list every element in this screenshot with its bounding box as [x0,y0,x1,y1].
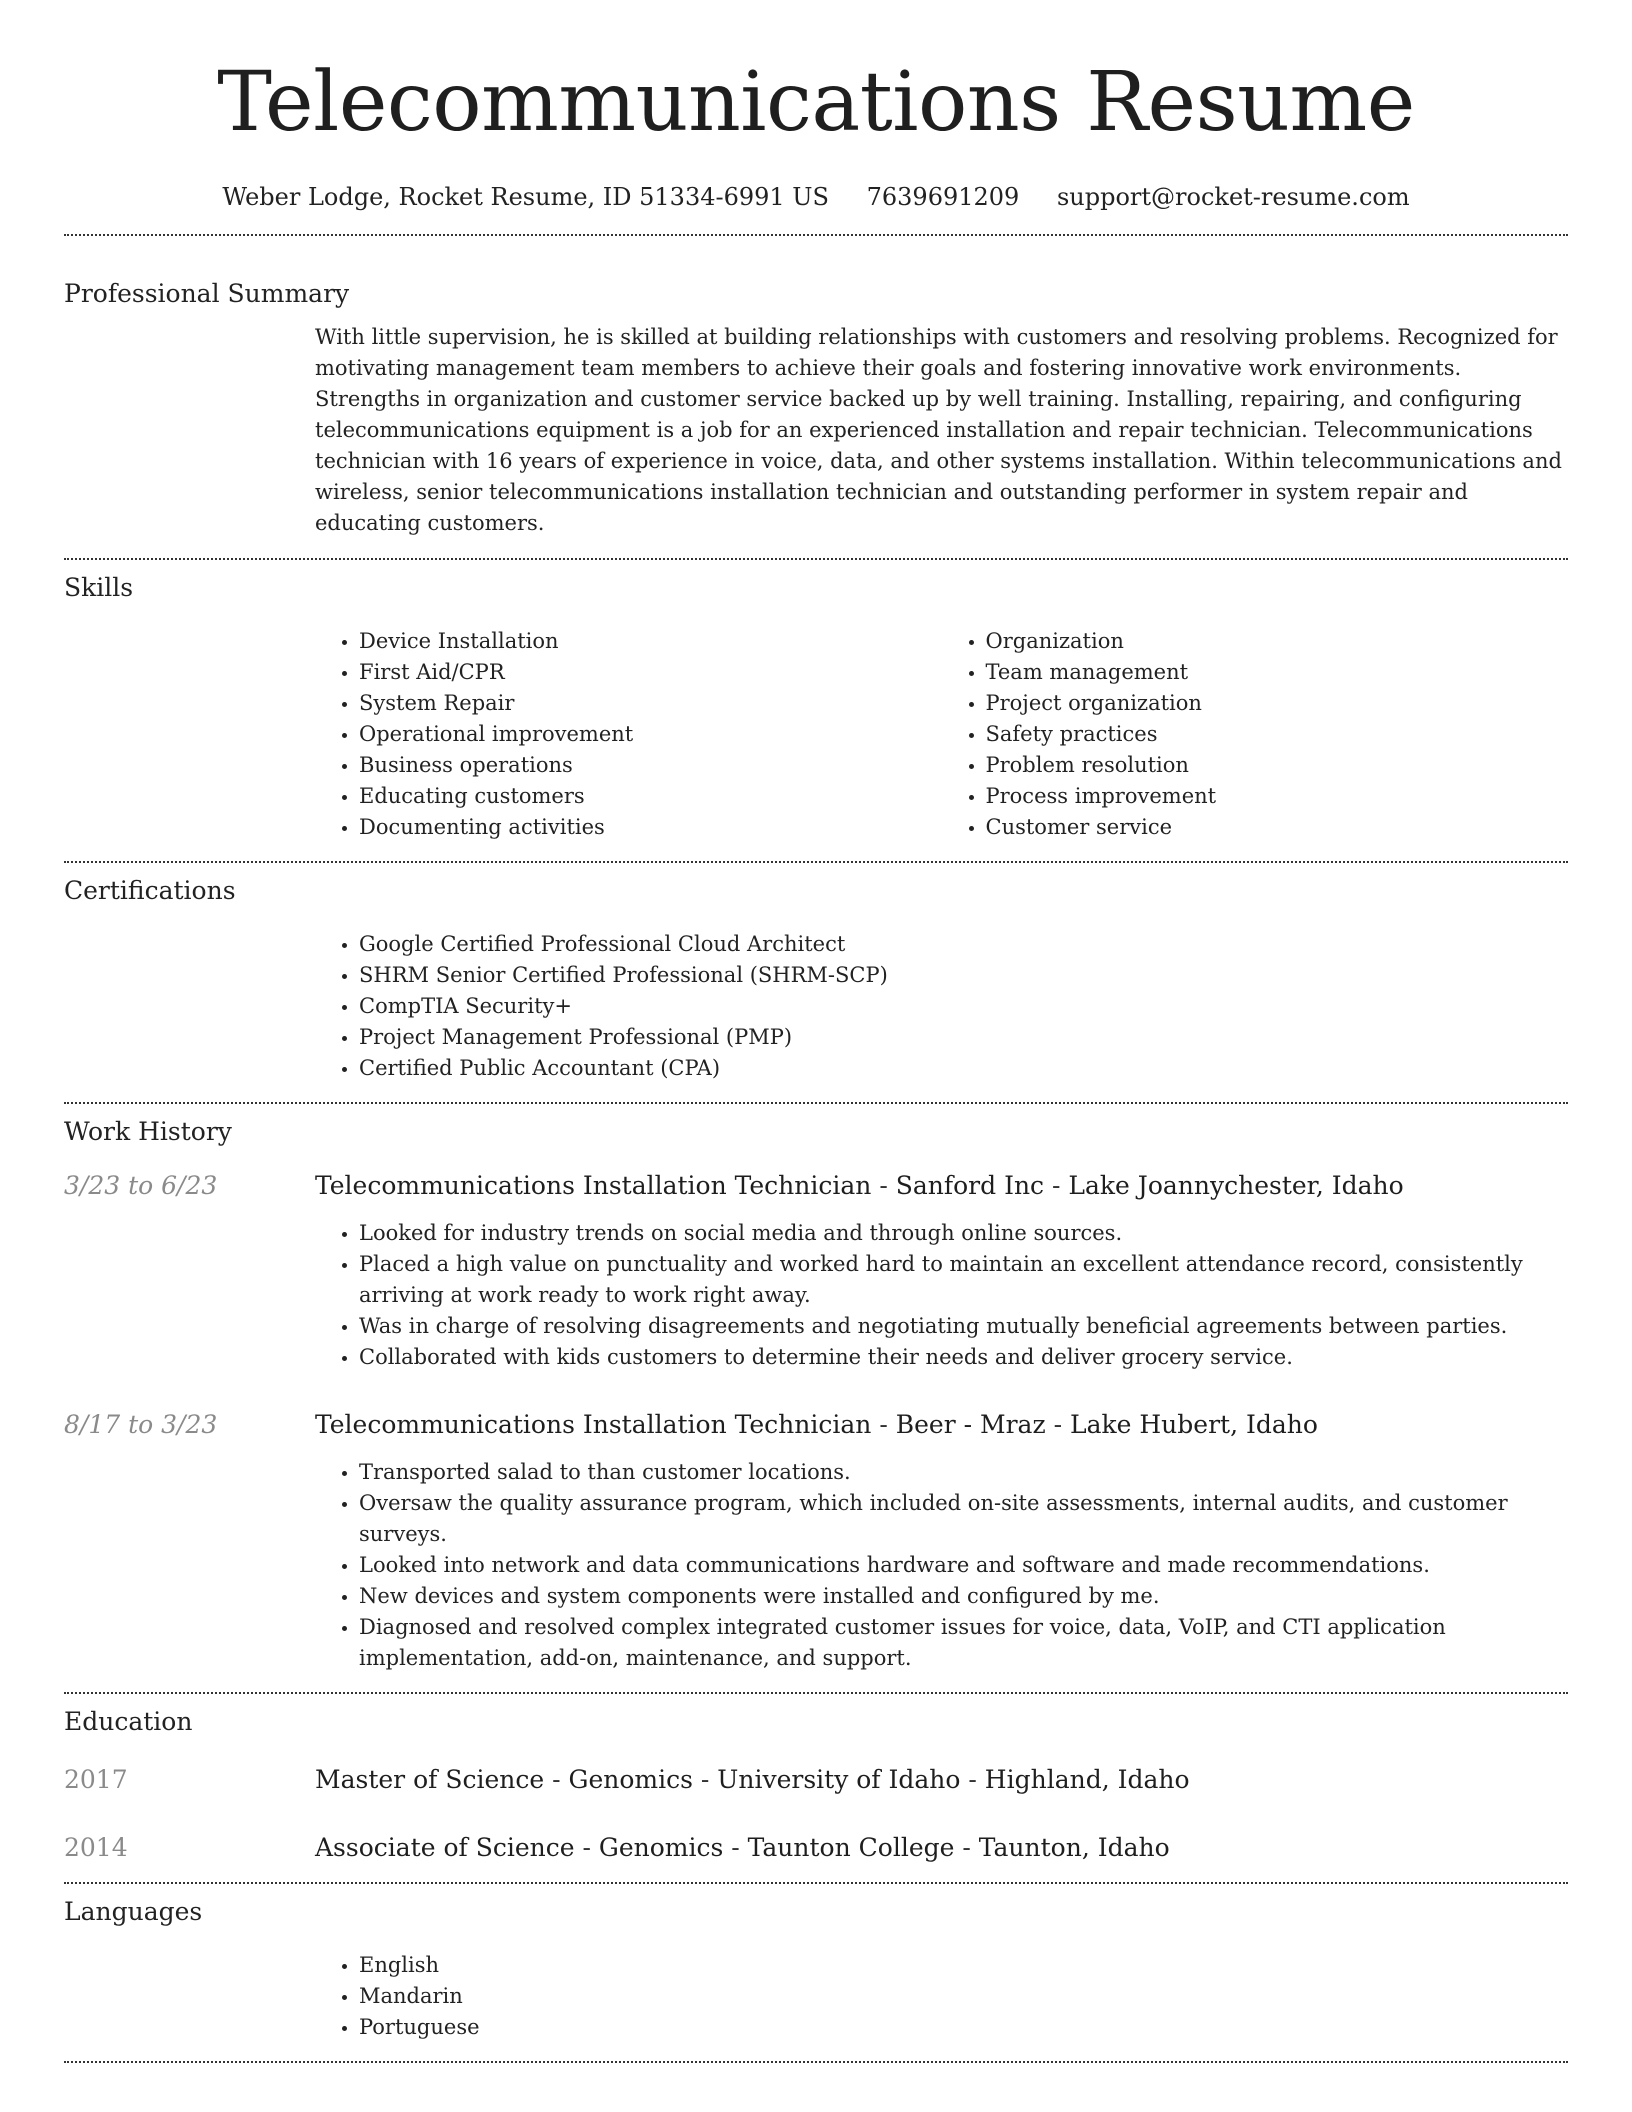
skills-grid [315,626,1568,843]
job-bullet: • Transported salad to than customer locations. [359,1457,1568,1488]
certification-item: • SHRM Senior Certified Professional (SHRM-SCP) [359,960,1568,991]
language-item: • Portuguese [359,2012,1568,2043]
contact-address: Weber Lodge, Rocket Resume, ID 51334-6991 US [222,183,829,211]
languages-heading: Languages [64,1897,203,1926]
skill-item: • Team management [986,657,1569,688]
job-heading: Telecommunications Installation Technician - Beer - Mraz - Lake Hubert, Idaho [315,1410,1318,1439]
education-section [64,1706,1568,1864]
summary-section [64,278,1568,539]
job-bullet: • New devices and system components were installed and configured by me. [359,1581,1568,1612]
skill-item: • Organization [986,626,1569,657]
education-entry [64,1764,1568,1796]
languages-section [64,1896,1568,2043]
language-item: • English [359,1950,1568,1981]
job-location: Lake Hubert, Idaho [1069,1410,1318,1439]
skill-item: • Educating customers [359,781,942,812]
certifications-content [315,929,1568,1084]
skills-section [64,572,1568,843]
divider [64,2061,1568,2063]
job-title: Telecommunications Installation Technician [315,1171,872,1200]
job-bullet: • Was in charge of resolving disagreements and negotiating mutually beneficial agreements between parties. [359,1311,1568,1342]
job-dates: 8/17 to 3/23 [64,1410,218,1439]
job-bullet: • Looked for industry trends on social media and through online sources. [359,1218,1568,1249]
job-bullet: • Oversaw the quality assurance program, which included on-site assessments, internal audits, and customer surveys. [359,1488,1568,1550]
job-title: Telecommunications Installation Technician [315,1410,872,1439]
work-history-heading: Work History [64,1117,232,1146]
education-school: University of Idaho [717,1765,961,1794]
job-entry [64,1409,1568,1674]
summary-text: With little supervision, he is skilled at building relationships with customers and resolving problems. Recognized for motivating management team members to achieve their goals and fostering innovative work environments. Strengths in organization and customer service backed up by well training. Installing, repairing, and configuring telecommunications equipment is a job for an experienced installation and repair technician. Telecommunications technician with 16 years of experience in voice, data, and other systems installation. Within telecommunications and wireless, senior telecommunications installation technician and outstanding performer in system repair and educating customers. [315,325,1562,535]
summary-heading: Professional Summary [64,279,350,308]
divider [64,1102,1568,1104]
education-school: Taunton College [747,1833,955,1862]
certifications-heading: Certifications [64,876,236,905]
skill-item: • Safety practices [986,719,1569,750]
education-heading-line: Master of Science - Genomics - University of Idaho - Highland, Idaho [315,1765,1190,1794]
skill-item: • Business operations [359,750,942,781]
job-bullets [315,1457,1568,1674]
resume-title: Telecommunications Resume [217,55,1415,150]
education-location: Taunton, Idaho [978,1833,1170,1862]
skill-item: • System Repair [359,688,942,719]
job-bullet: • Looked into network and data communications hardware and software and made recommendations. [359,1550,1568,1581]
job-details [315,1218,1568,1373]
language-item: • Mandarin [359,1981,1568,2012]
skill-item: • First Aid/CPR [359,657,942,688]
education-entry [64,1832,1568,1864]
divider [64,234,1568,236]
education-location: Highland, Idaho [984,1765,1190,1794]
skill-item: • Device Installation [359,626,942,657]
divider [64,1882,1568,1884]
languages-content [315,1950,1568,2043]
education-degree: Associate of Science [315,1833,575,1862]
skill-item: • Operational improvement [359,719,942,750]
job-header [64,1170,1568,1202]
skills-list-left [315,626,942,843]
job-heading: Telecommunications Installation Technician - Sanford Inc - Lake Joannychester, Idaho [315,1171,1404,1200]
contact-phone: 7639691209 [866,183,1020,211]
work-history-section [64,1116,1568,1674]
education-degree: Master of Science [315,1765,545,1794]
job-bullet: • Collaborated with kids customers to determine their needs and deliver grocery service. [359,1342,1568,1373]
divider [64,1692,1568,1694]
skill-item: • Process improvement [986,781,1569,812]
divider [64,558,1568,560]
certification-item: • Google Certified Professional Cloud Architect [359,929,1568,960]
skill-item: • Problem resolution [986,750,1569,781]
skill-item: • Documenting activities [359,812,942,843]
education-year: 2017 [64,1765,128,1794]
education-field: Genomics [598,1833,724,1862]
job-dates: 3/23 to 6/23 [64,1171,218,1200]
job-bullet: • Placed a high value on punctuality and worked hard to maintain an excellent attendance record, consistently arriving at work ready to work right away. [359,1249,1568,1311]
job-bullets [315,1218,1568,1373]
contact-email: support@rocket-resume.com [1056,183,1410,211]
skills-heading: Skills [64,573,134,602]
job-header [64,1409,1568,1441]
skills-list-right [942,626,1569,843]
certification-item: • CompTIA Security+ [359,991,1568,1022]
certifications-list [315,929,1568,1084]
skill-item: • Customer service [986,812,1569,843]
job-company: Beer - Mraz [895,1410,1046,1439]
job-bullet: • Diagnosed and resolved complex integrated customer issues for voice, data, VoIP, and CTI application implementation, add-on, maintenance, and support. [359,1612,1568,1674]
divider [64,861,1568,863]
education-heading-line: Associate of Science - Genomics - Taunton College - Taunton, Idaho [315,1833,1170,1862]
certification-item: • Project Management Professional (PMP) [359,1022,1568,1053]
job-details [315,1457,1568,1674]
job-entry [64,1170,1568,1373]
education-year: 2014 [64,1833,128,1862]
certification-item: • Certified Public Accountant (CPA) [359,1053,1568,1084]
languages-list [315,1950,1568,2043]
education-heading: Education [64,1707,193,1736]
job-company: Sanford Inc [895,1171,1045,1200]
contact-line [64,180,1568,214]
education-field: Genomics [568,1765,693,1794]
certifications-section [64,875,1568,1084]
job-location: Lake Joannychester, Idaho [1068,1171,1404,1200]
skill-item: • Project organization [986,688,1569,719]
